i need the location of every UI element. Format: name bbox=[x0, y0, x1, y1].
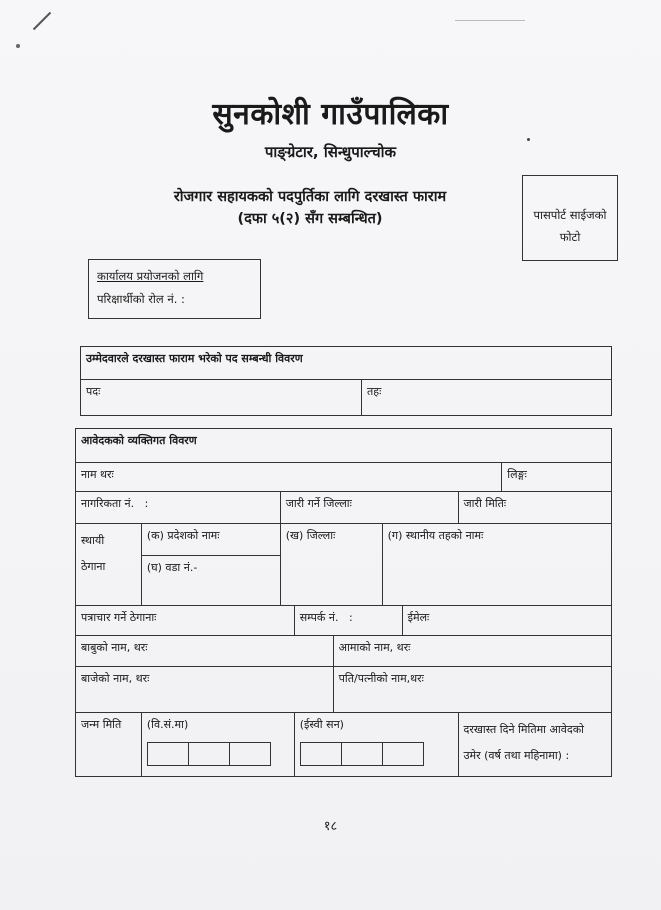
dob-ad-field[interactable] bbox=[294, 713, 458, 777]
mother-name-field[interactable] bbox=[333, 636, 611, 667]
photo-box bbox=[522, 175, 618, 261]
contact-field[interactable] bbox=[294, 606, 402, 636]
personal-section-heading: आवेदकको व्यक्तिगत विवरण bbox=[76, 429, 612, 463]
dob-label: जन्म मिति bbox=[81, 718, 122, 731]
spouse-name-field[interactable] bbox=[333, 667, 611, 713]
local-level-field[interactable] bbox=[382, 524, 611, 606]
dob-bs-label: (वि.सं.मा) bbox=[146, 718, 189, 731]
district-label: (ख) जिल्लाः bbox=[285, 529, 336, 542]
permanent-address-label bbox=[76, 524, 142, 606]
citizenship-field[interactable] bbox=[76, 492, 281, 524]
mother-name-label: आमाको नाम, थरः bbox=[338, 641, 411, 654]
permanent-label-line2: ठेगाना bbox=[81, 560, 106, 573]
roll-number-label: परिक्षार्थीको रोल नं. : bbox=[97, 292, 185, 306]
faint-line bbox=[455, 20, 525, 21]
mailing-address-field[interactable] bbox=[76, 606, 295, 636]
district-field[interactable] bbox=[280, 524, 382, 606]
citizenship-colon: : bbox=[144, 497, 149, 510]
contact-colon: : bbox=[348, 611, 353, 624]
name-field[interactable] bbox=[76, 463, 502, 492]
page-number: १८ bbox=[323, 819, 338, 834]
dob-label-cell bbox=[76, 713, 142, 777]
date-box[interactable] bbox=[341, 742, 383, 766]
photo-box-line2: फोटो bbox=[559, 230, 581, 244]
father-name-label: बाबुको नाम, थरः bbox=[81, 641, 148, 654]
issue-district-field[interactable] bbox=[280, 492, 458, 524]
post-section-heading: उम्मेदवारले दरखास्त फाराम भरेको पद सम्बन्धी विवरण bbox=[81, 347, 612, 380]
date-box[interactable] bbox=[147, 742, 189, 766]
spouse-name-label: पति/पत्नीको नाम,थरः bbox=[338, 672, 424, 685]
age-field[interactable] bbox=[458, 713, 611, 777]
photo-box-line1: पासपोर्ट साईजको bbox=[533, 208, 607, 222]
dob-bs-field[interactable] bbox=[141, 713, 294, 777]
age-label-line2: उमेर (वर्ष तथा महिनामा) : bbox=[463, 749, 570, 762]
name-label: नाम थरः bbox=[81, 468, 114, 481]
personal-details-table bbox=[75, 428, 612, 777]
speck bbox=[527, 138, 530, 141]
level-label: तहः bbox=[367, 385, 382, 398]
date-box[interactable] bbox=[300, 742, 342, 766]
date-box[interactable] bbox=[188, 742, 230, 766]
form-heading: रोजगार सहायकको पदपुर्तिका लागि दरखास्त फाराम bbox=[173, 189, 447, 205]
province-field[interactable] bbox=[141, 524, 280, 556]
gender-label: लिङ्गः bbox=[507, 468, 527, 481]
dob-ad-label: (ईस्वी सन) bbox=[299, 718, 344, 731]
province-label: (क) प्रदेशको नामः bbox=[146, 529, 220, 542]
dob-bs-boxes[interactable] bbox=[147, 742, 289, 766]
ward-field[interactable] bbox=[141, 556, 280, 606]
father-name-field[interactable] bbox=[76, 636, 334, 667]
grandfather-name-label: बाजेको नाम, थरः bbox=[81, 672, 150, 685]
date-box[interactable] bbox=[229, 742, 271, 766]
mailing-address-label: पत्राचार गर्ने ठेगानाः bbox=[81, 611, 157, 624]
email-label: ईमेलः bbox=[407, 611, 430, 624]
issue-date-label: जारी मितिः bbox=[463, 497, 507, 510]
dob-ad-boxes[interactable] bbox=[300, 742, 453, 766]
date-box[interactable] bbox=[382, 742, 424, 766]
post-details-table bbox=[80, 346, 612, 416]
contact-label: सम्पर्क नं. bbox=[299, 611, 339, 624]
municipality-address: पाङ्ग्रेटार, सिन्धुपाल्चोक bbox=[264, 143, 397, 161]
office-use-box bbox=[88, 259, 261, 319]
email-field[interactable] bbox=[402, 606, 611, 636]
local-level-label: (ग) स्थानीय तहको नामः bbox=[387, 529, 484, 542]
issue-district-label: जारी गर्ने जिल्लाः bbox=[285, 497, 352, 510]
citizenship-label: नागरिकता नं. bbox=[81, 497, 135, 510]
age-label-line1: दरखास्त दिने मितिमा आवेदको bbox=[463, 723, 585, 736]
gender-field[interactable] bbox=[502, 463, 612, 492]
level-field[interactable] bbox=[362, 380, 612, 416]
issue-date-field[interactable] bbox=[458, 492, 611, 524]
grandfather-name-field[interactable] bbox=[76, 667, 334, 713]
speck bbox=[16, 44, 20, 48]
office-use-heading: कार्यालय प्रयोजनको लागि bbox=[97, 269, 204, 283]
post-field[interactable] bbox=[81, 380, 362, 416]
form-subheading: (दफा ५(२) सँग सम्बन्धित) bbox=[237, 211, 383, 227]
post-label: पदः bbox=[86, 385, 101, 398]
municipality-title: सुनकोशी गाउँपालिका bbox=[212, 97, 449, 132]
permanent-label-line1: स्थायी bbox=[81, 534, 105, 547]
ward-label: (घ) वडा नं.- bbox=[146, 561, 198, 574]
pen-mark bbox=[33, 12, 51, 30]
